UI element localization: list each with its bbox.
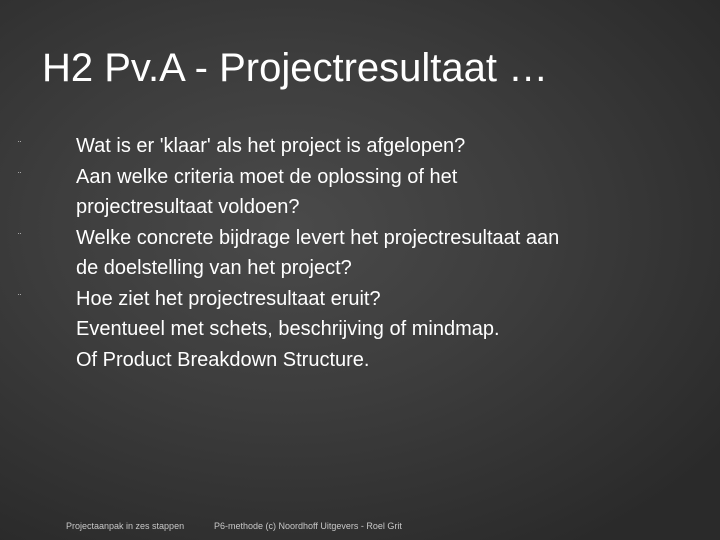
bullet-marker-icon: ¨ [18,292,22,304]
bullet-item [18,284,698,376]
bullet-text: Hoe ziet het projectresultaat eruit? [76,287,381,310]
bullet-marker-icon: ¨ [18,140,22,151]
bullet-text-continued: Eventueel met schets, beschrijving of mindmap. [76,318,500,340]
bullet-text-continued: projectresultaat voldoen? [76,196,300,218]
bullet-text: Aan welke criteria moet de oplossing of het [76,165,458,188]
bullet-text: Wat is er 'klaar' als het project is afgelopen? [76,135,466,157]
bullet-text-continued: Of Product Breakdown Structure. [76,348,370,371]
slide-title: H2 Pv.A - Projectresultaat … [42,46,549,90]
bullet-text-continued: de doelstelling van het project? [76,257,352,279]
bullet-item [18,223,698,284]
bullet-item [18,162,698,223]
bullet-text: Welke concrete bijdrage levert het projectresultaat aan [76,226,560,249]
bullet-marker-icon: ¨ [18,170,22,182]
bullet-marker-icon: ¨ [18,231,22,243]
footer-right-text: P6-methode (c) Noordhoff Uitgevers - Roel Grit [214,521,402,531]
bullet-item [18,131,698,162]
bullet-list [18,131,698,375]
footer-left-text: Projectaanpak in zes stappen [66,521,185,531]
